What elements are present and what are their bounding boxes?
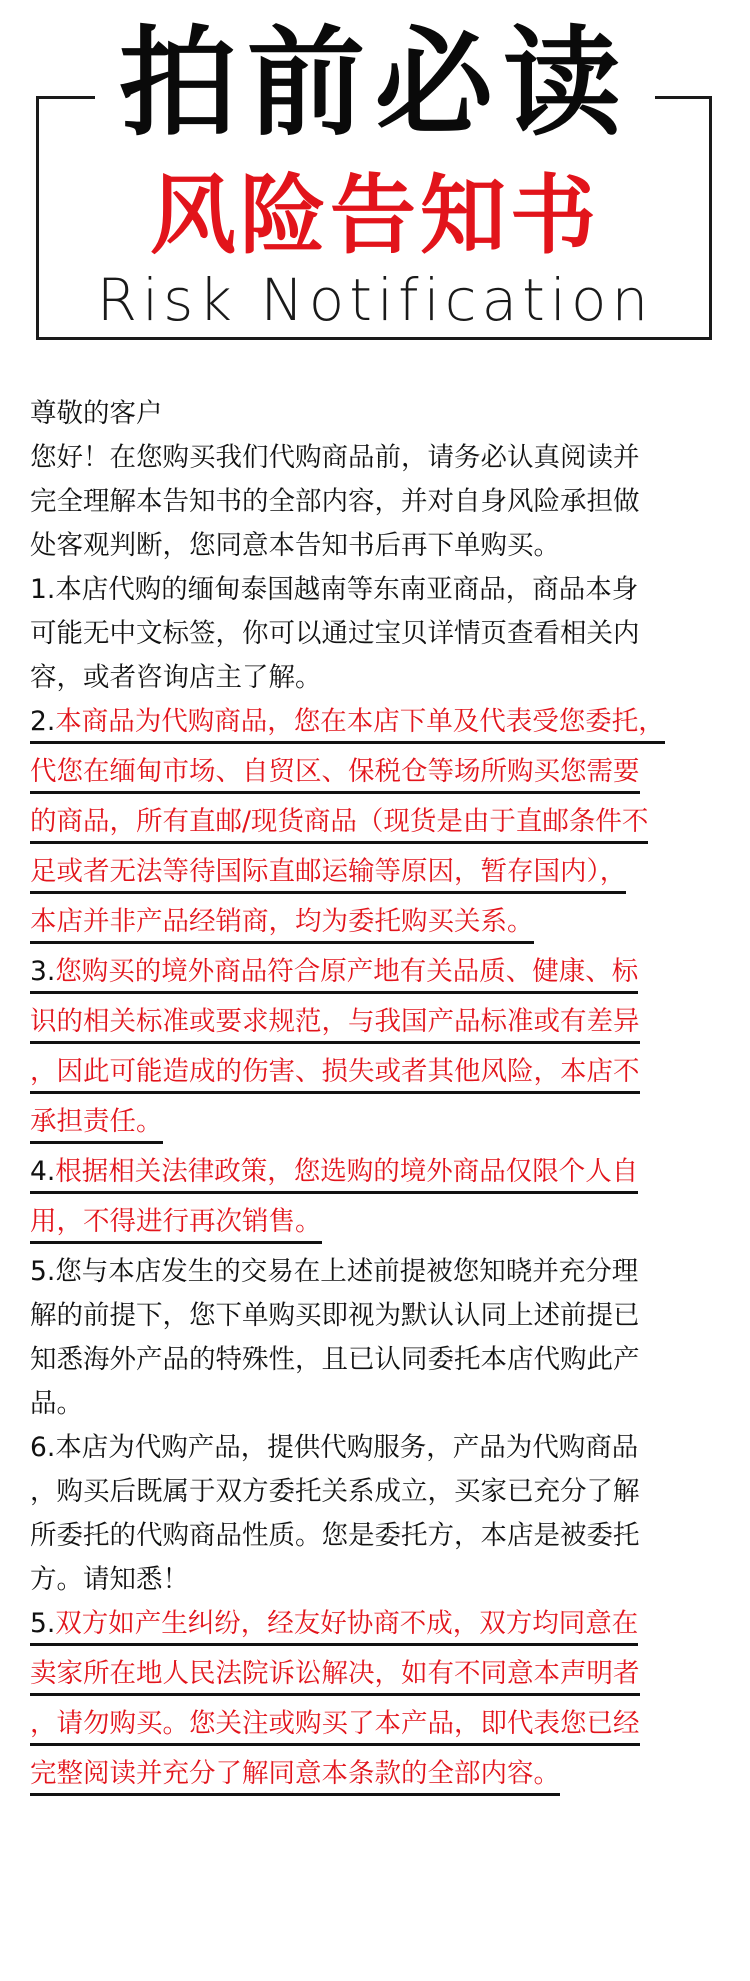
notice-line-text: 解的前提下，您下单购买即视为默认认同上述前提已 bbox=[30, 1300, 640, 1331]
notice-line bbox=[30, 1153, 638, 1194]
clause-number: 4. bbox=[30, 1156, 56, 1187]
notice-line-row bbox=[30, 436, 720, 480]
notice-line bbox=[30, 1605, 638, 1646]
notice-line-row bbox=[30, 1150, 720, 1200]
notice-line-text: 的商品，所有直邮/现货商品（现货是由于直邮条件不 bbox=[30, 806, 649, 837]
notice-line-row bbox=[30, 1652, 720, 1702]
notice-line-row bbox=[30, 800, 720, 850]
notice-line-row bbox=[30, 1382, 720, 1426]
page-subtitle-english: Risk Notification bbox=[96, 266, 654, 334]
notice-line-row bbox=[30, 1426, 720, 1470]
notice-line-row bbox=[30, 612, 720, 656]
notice-line-row bbox=[30, 1514, 720, 1558]
header bbox=[0, 0, 750, 350]
notice-line-row bbox=[30, 1100, 720, 1150]
notice-line-row bbox=[30, 1000, 720, 1050]
page-title bbox=[0, 14, 750, 152]
notice-line-text: 您好！在您购买我们代购商品前，请务必认真阅读并 bbox=[30, 442, 640, 473]
notice-line bbox=[30, 1755, 560, 1796]
clause-number: 5. bbox=[30, 1608, 56, 1639]
notice-line bbox=[30, 1053, 640, 1094]
notice-paragraph bbox=[30, 568, 720, 700]
notice-line-row bbox=[30, 1200, 720, 1250]
notice-line-row bbox=[30, 1752, 720, 1802]
notice-paragraph bbox=[30, 1250, 720, 1426]
clause-number: 3. bbox=[30, 956, 56, 987]
notice-line bbox=[30, 1382, 83, 1426]
notice-line-row bbox=[30, 1338, 720, 1382]
notice-line bbox=[30, 1470, 640, 1514]
notice-line bbox=[30, 568, 638, 612]
page-subtitle: 风险告知书 bbox=[150, 166, 600, 266]
notice-line bbox=[30, 392, 163, 436]
notice-line-text: 完全理解本告知书的全部内容，并对自身风险承担做 bbox=[30, 486, 640, 517]
notice-line-text: 双方如产生纠纷，经友好协商不成，双方均同意在 bbox=[55, 1608, 639, 1639]
notice-body bbox=[30, 392, 720, 1802]
notice-line bbox=[30, 953, 638, 994]
notice-line bbox=[30, 1338, 640, 1382]
notice-line bbox=[30, 1103, 163, 1144]
notice-line-text: 代您在缅甸市场、自贸区、保税仓等场所购买您需要 bbox=[30, 756, 640, 787]
notice-line bbox=[30, 1250, 638, 1294]
notice-line-text: 本商品为代购商品，您在本店下单及代表受您委托， bbox=[55, 706, 665, 737]
notice-line-row bbox=[30, 524, 720, 568]
notice-line-text: 所委托的代购商品性质。您是委托方，本店是被委托 bbox=[30, 1520, 640, 1551]
notice-line-row bbox=[30, 1558, 720, 1602]
notice-line-row bbox=[30, 392, 720, 436]
notice-line-text: 方。请知悉！ bbox=[30, 1564, 189, 1595]
notice-line-text: 1.本店代购的缅甸泰国越南等东南亚商品，商品本身 bbox=[30, 574, 639, 605]
notice-line-row bbox=[30, 1470, 720, 1514]
notice-paragraph bbox=[30, 1426, 720, 1602]
notice-paragraph bbox=[30, 700, 720, 950]
notice-line-text: 处客观判断，您同意本告知书后再下单购买。 bbox=[30, 530, 560, 561]
notice-line bbox=[30, 1426, 638, 1470]
notice-line bbox=[30, 1514, 640, 1558]
notice-line bbox=[30, 753, 640, 794]
notice-line-text: 完整阅读并充分了解同意本条款的全部内容。 bbox=[30, 1758, 560, 1789]
notice-line-text: ，请勿购买。您关注或购买了本产品，即代表您已经 bbox=[30, 1708, 640, 1739]
notice-line bbox=[30, 1705, 640, 1746]
notice-line-row bbox=[30, 750, 720, 800]
notice-line-text: 品。 bbox=[30, 1388, 83, 1419]
notice-line bbox=[30, 853, 626, 894]
notice-line bbox=[30, 803, 648, 844]
notice-line bbox=[30, 436, 640, 480]
notice-line bbox=[30, 1294, 640, 1338]
notice-line-row bbox=[30, 1702, 720, 1752]
notice-paragraph bbox=[30, 1150, 720, 1250]
notice-line-text: 足或者无法等待国际直邮运输等原因，暂存国内）， bbox=[30, 856, 627, 887]
notice-line-row bbox=[30, 568, 720, 612]
notice-line-row bbox=[30, 850, 720, 900]
notice-line-text: 卖家所在地人民法院诉讼解决，如有不同意本声明者 bbox=[30, 1658, 640, 1689]
page-title-text: 拍前必读 bbox=[95, 14, 655, 152]
notice-line bbox=[30, 524, 560, 568]
notice-line bbox=[30, 480, 640, 524]
notice-paragraph bbox=[30, 950, 720, 1150]
notice-line-text: 用，不得进行再次销售。 bbox=[30, 1206, 322, 1237]
notice-line-text: 可能无中文标签，你可以通过宝贝详情页查看相关内 bbox=[30, 618, 640, 649]
notice-paragraph bbox=[30, 1602, 720, 1802]
notice-line bbox=[30, 656, 322, 700]
notice-line bbox=[30, 612, 640, 656]
notice-line-row bbox=[30, 900, 720, 950]
notice-line-row bbox=[30, 480, 720, 524]
notice-line bbox=[30, 1558, 189, 1602]
notice-line-row bbox=[30, 1250, 720, 1294]
notice-line-text: ，购买后既属于双方委托关系成立，买家已充分了解 bbox=[30, 1476, 640, 1507]
notice-line-text: 5.您与本店发生的交易在上述前提被您知晓并充分理 bbox=[30, 1256, 639, 1287]
notice-line-text: 知悉海外产品的特殊性，且已认同委托本店代购此产 bbox=[30, 1344, 640, 1375]
notice-line-text: 您购买的境外商品符合原产地有关品质、健康、标 bbox=[55, 956, 639, 987]
notice-paragraph bbox=[30, 392, 720, 436]
notice-line bbox=[30, 903, 534, 944]
notice-line-row bbox=[30, 656, 720, 700]
notice-line-text: 6.本店为代购产品，提供代购服务，产品为代购商品 bbox=[30, 1432, 639, 1463]
notice-line bbox=[30, 1203, 322, 1244]
notice-line-row bbox=[30, 700, 720, 750]
notice-line bbox=[30, 1655, 640, 1696]
notice-line-text: ，因此可能造成的伤害、损失或者其他风险，本店不 bbox=[30, 1056, 640, 1087]
notice-line bbox=[30, 1003, 640, 1044]
notice-line bbox=[30, 703, 665, 744]
notice-line-text: 承担责任。 bbox=[30, 1106, 163, 1137]
notice-line-row bbox=[30, 950, 720, 1000]
clause-number: 2. bbox=[30, 706, 56, 737]
notice-line-text: 本店并非产品经销商，均为委托购买关系。 bbox=[30, 906, 534, 937]
notice-line-row bbox=[30, 1602, 720, 1652]
notice-line-text: 容，或者咨询店主了解。 bbox=[30, 662, 322, 693]
notice-line-text: 尊敬的客户 bbox=[30, 398, 163, 429]
notice-line-row bbox=[30, 1050, 720, 1100]
notice-line-text: 根据相关法律政策，您选购的境外商品仅限个人自 bbox=[55, 1156, 639, 1187]
notice-paragraph bbox=[30, 436, 720, 568]
notice-line-row bbox=[30, 1294, 720, 1338]
notice-line-text: 识的相关标准或要求规范，与我国产品标准或有差异 bbox=[30, 1006, 640, 1037]
